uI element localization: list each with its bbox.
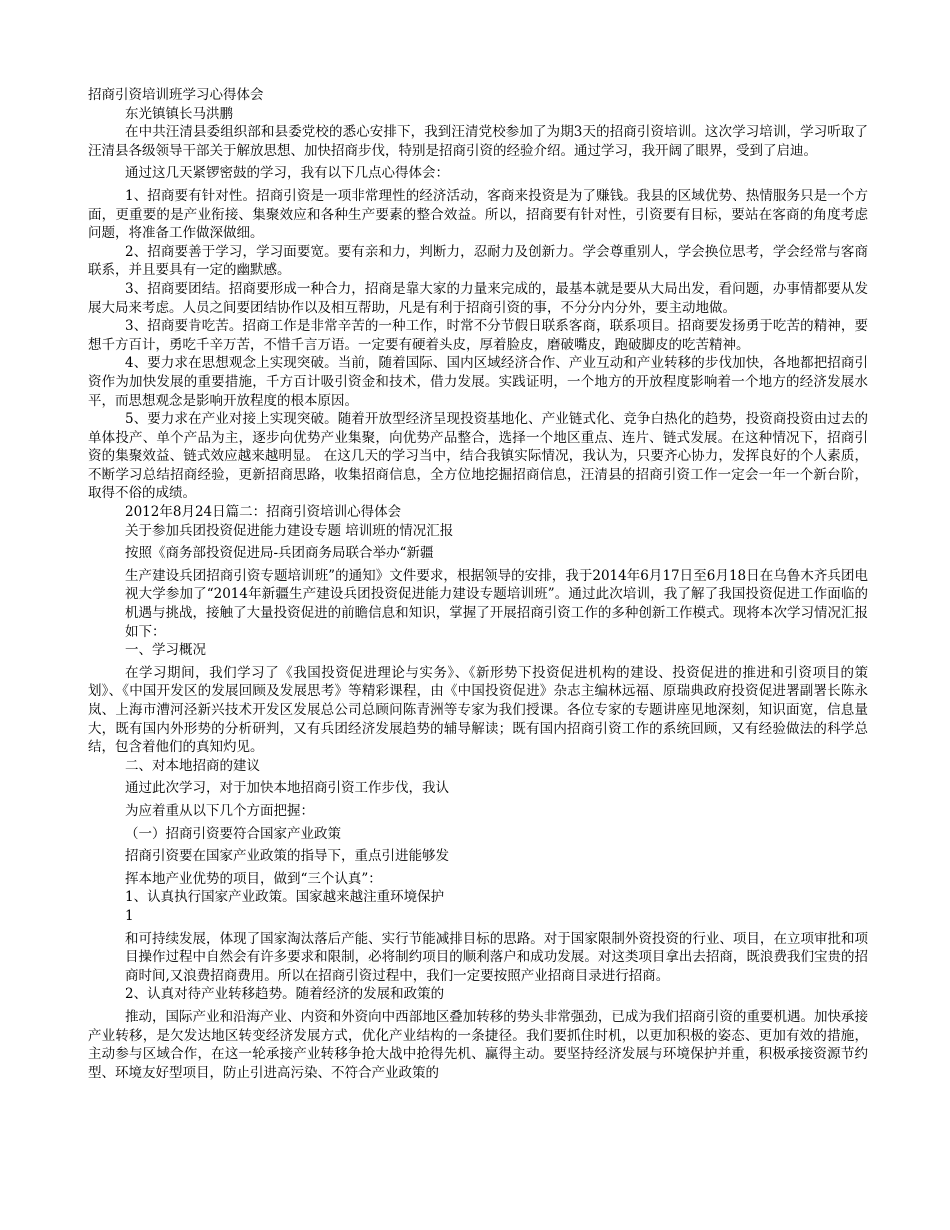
paragraph: 生产建设兵团招商引资专题培训班”的通知》文件要求，根据领导的安排，我于2014年6月17日至6月18日在乌鲁木齐兵团电视大学参加了“2014年新疆生产建设兵团投资促进能力建设专题培训班”。通过此次培训，我了解了我国投资促进工作面临的机遇与挑战，接触了大量投资促进的前瞻信息和知识，掌握了开展招商引资工作的多种创新工作模式。现将本次学习情况汇报如下： — [125, 567, 868, 640]
paragraph: 招商引资要在国家产业政策的指导下，重点引进能够发 — [125, 848, 449, 865]
paragraph: 为应着重从以下几个方面把握： — [125, 802, 314, 819]
paragraph: 2、认真对待产业转移趋势。随着经济的发展和政策的 — [125, 986, 445, 1003]
report-title: 关于参加兵团投资促进能力建设专题 培训班的情况汇报 — [125, 522, 454, 539]
paragraph: 5、要力求在产业对接上实现突破。随着开放型经济呈现投资基地化、产业链式化、竞争白热化的趋势，投资商投资由过去的单体投产、单个产品为主，逐步向优势产业集聚，向优势产品整合，选择一个地区重点、连片、链式发展。在这种情况下，招商引资的集聚效益、链式效应越来越明显。 在这几天的学习当中，结合我镇实际情况，我认为，只要齐心协力，发挥良好的个人素质，不断学习总结招商经验，更新招商思路，收集招商信息，全方位地挖掘招商信息，汪清县的招商引资工作一定会一年一个新台阶，取得不俗的成绩。 — [88, 411, 868, 502]
subsection-heading: （一）招商引资要符合国家产业政策 — [125, 825, 341, 842]
page-number: 1 — [125, 907, 134, 924]
section-heading: 二、对本地招商的建议 — [125, 757, 260, 774]
paragraph: 2、招商要善于学习，学习面要宽。要有亲和力，判断力，忍耐力及创新力。学会尊重别人，学会换位思考，学会经常与客商联系，并且要具有一定的幽默感。 — [88, 243, 868, 279]
document-page — [88, 86, 868, 1082]
date-and-section-heading: 2012年8月24日篇二：招商引资培训心得体会 — [125, 504, 402, 521]
paragraph: 3、招商要肯吃苦。招商工作是非常辛苦的一种工作，时常不分节假日联系客商，联系项目。招商要发扬勇于吃苦的精神，要想千方百计，勇吃千辛万苦，不惜千言万语。一定要有硬着头皮，厚着脸皮，磨破嘴皮，跑破脚皮的吃苦精神。 — [88, 318, 868, 353]
paragraph: 4、要力求在思想观念上实现突破。当前，随着国际、国内区域经济合作、产业互动和产业转移的步伐加快，各地都把招商引资作为加快发展的重要措施，千方百计吸引资金和技术，借力发展。实践证明，一个地方的开放程度影响着一个地方的经济发展水平，而思想观念是影响开放程度的根本原因。 — [88, 355, 868, 409]
paragraph: 在学习期间，我们学习了《我国投资促进理论与实务》、《新形势下投资促进机构的建设、投资促进的推进和引资项目的策划》、《中国开发区的发展回顾及发展思考》等精彩课程，由《中国投资促进》杂志主编林远福、原瑞典政府投资促进署副署长陈永岚、上海市漕河泾新兴技术开发区发展总公司总顾问陈青洲等专家为我们授课。各位专家的专题讲座见地深刻，知识面宽，信息量大，既有国内外形势的分析研判，又有兵团经济发展趋势的辅导解读；既有国内招商引资工作的系统回顾，又有经验做法的科学总结，包含着他们的真知灼见。 — [88, 664, 868, 756]
document-title: 招商引资培训班学习心得体会 — [88, 87, 264, 103]
paragraph: 3、招商要团结。招商要形成一种合力，招商是靠大家的力量来完成的，最基本就是要从大局出发，看问题，办事情都要从发展大局来考虑。人员之间要团结协作以及相互帮助，凡是有利于招商引资的事，不分分内分外，要主动地做。 — [88, 280, 868, 316]
paragraph: 挥本地产业优势的项目，做到“三个认真”： — [125, 870, 382, 887]
author-line: 东光镇镇长马洪鹏 — [125, 105, 233, 122]
paragraph: 在中共汪清县委组织部和县委党校的悉心安排下，我到汪清党校参加了为期3天的招商引资培训。这次学习培训，学习听取了汪清县各级领导干部关于解放思想、加快招商步伐，特别是招商引资的经验介绍。通过学习，我开阔了眼界，受到了启迪。 — [88, 124, 868, 159]
paragraph: 1、认真执行国家产业政策。国家越来越注重环境保护 — [125, 889, 445, 906]
paragraph: 通过此次学习，对于加快本地招商引资工作步伐，我认 — [125, 780, 449, 797]
paragraph: 1、招商要有针对性。招商引资是一项非常理性的经济活动，客商来投资是为了赚钱。我县的区域优势、热情服务只是一个方面，更重要的是产业衔接、集聚效应和各种生产要素的整合效益。所以，招商要有针对性，引资要有目标，要站在客商的角度考虑问题，将准备工作做深做细。 — [88, 187, 868, 242]
paragraph: 通过这几天紧锣密鼓的学习，我有以下几点心得体会： — [125, 165, 449, 182]
paragraph: 按照《商务部投资促进局-兵团商务局联合举办“新疆 — [125, 545, 434, 562]
paragraph: 推动，国际产业和沿海产业、内资和外资向中西部地区叠加转移的势头非常强劲，已成为我们招商引资的重要机遇。加快承接产业转移，是欠发达地区转变经济发展方式，优化产业结构的一条捷径。我们要抓住时机，以更加积极的姿态、更加有效的措施，主动参与区域合作，在这一轮承接产业转移争抢大战中抢得先机、赢得主动。要坚持经济发展与环境保护并重，积极承接资源节约型、环境友好型项目，防止引进高污染、不符合产业政策的 — [88, 1008, 868, 1081]
paragraph: 和可持续发展，体现了国家淘汰落后产能、实行节能减排目标的思路。对于国家限制外资投资的行业、项目，在立项审批和项目操作过程中自然会有许多要求和限制，必将制约项目的顺利落户和成功发展。对这类项目拿出去招商，既浪费我们宝贵的招商时间,又浪费招商费用。所以在招商引资过程中，我们一定要按照产业招商目录进行招商。 — [125, 930, 868, 984]
section-heading: 一、学习概况 — [125, 642, 206, 659]
